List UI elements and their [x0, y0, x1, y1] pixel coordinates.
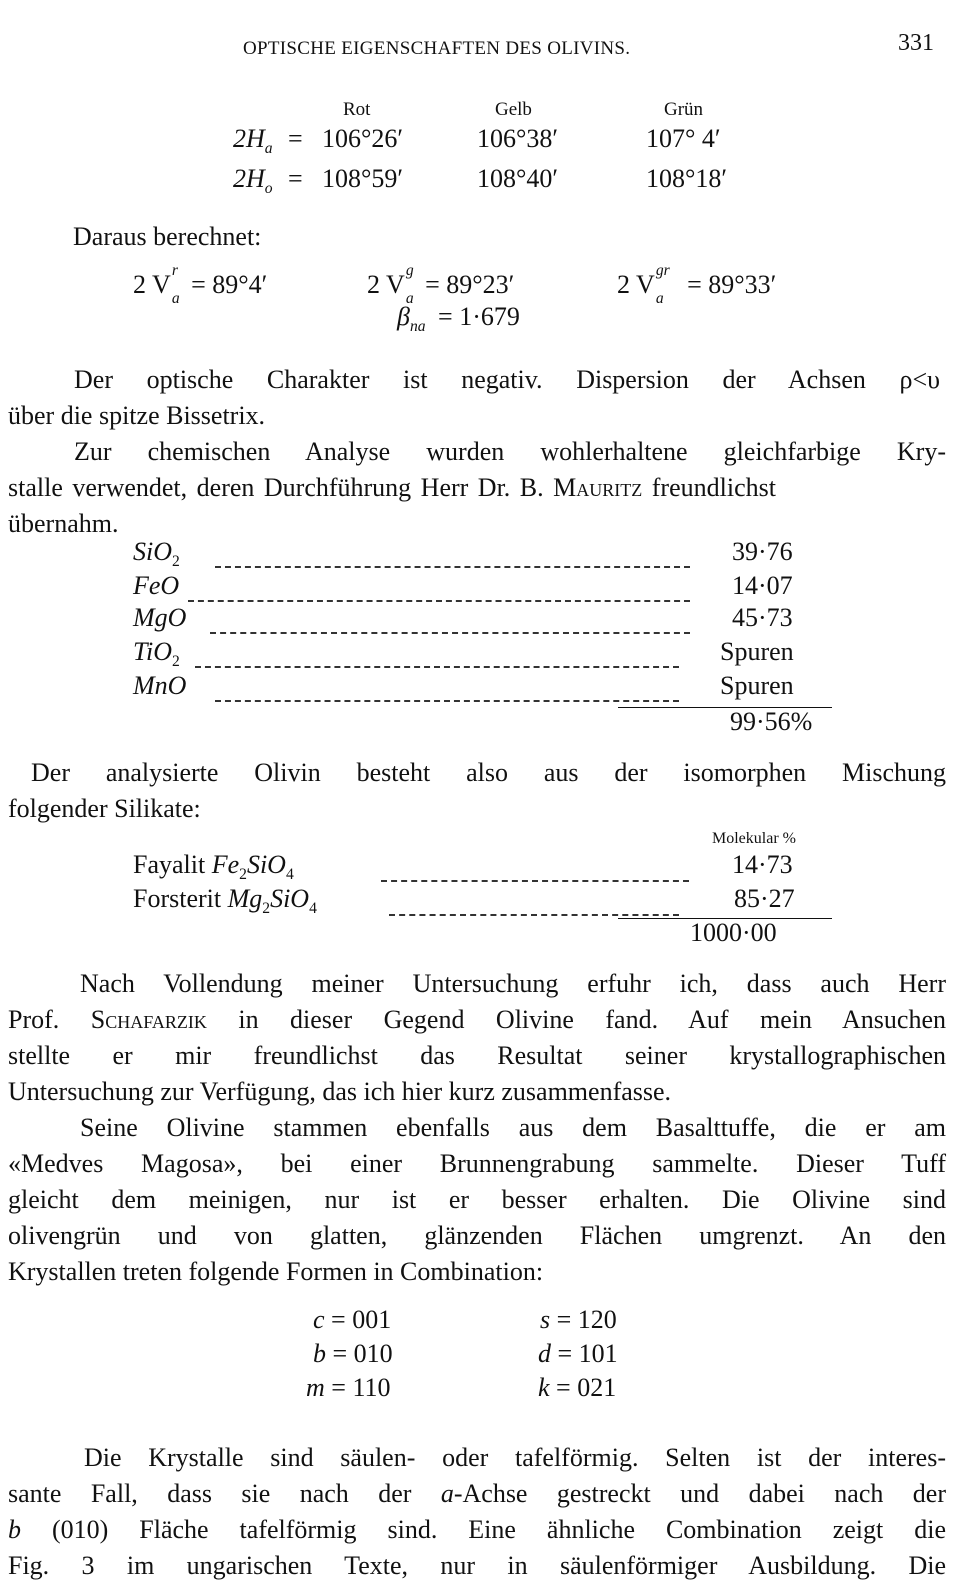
- text-line: [8, 1002, 946, 1038]
- text-line: Der analysierte Olivin besteht also aus der isomorphen Mischung: [31, 758, 946, 787]
- molekular-header: Molekular %: [712, 830, 796, 847]
- beta-sub: na: [409, 318, 426, 336]
- silicate-value: 14·73: [732, 850, 793, 879]
- text-line: Seine Olivine stammen ebenfalls aus dem Basalttuffe, die er am: [80, 1113, 946, 1142]
- analysis-formula: [133, 603, 186, 637]
- leader-dots: [210, 632, 690, 634]
- leader-dots: [215, 566, 690, 568]
- v-gr-formula: [617, 262, 777, 308]
- form-row: [306, 1373, 390, 1403]
- angle-label: 2H: [233, 164, 265, 193]
- text-line: Nach Vollendung meiner Untersuchung erfuhr ich, dass auch Herr: [80, 969, 946, 998]
- analysis-value: 14·07: [732, 571, 793, 600]
- text-fragment: freundlichst: [642, 473, 776, 502]
- paragraph-olivine: [8, 1110, 946, 1290]
- formula-text: SiO: [270, 884, 310, 913]
- form-row: [313, 1339, 393, 1369]
- paragraph-optics: [74, 362, 940, 398]
- formula-sub: 4: [309, 900, 317, 918]
- silicate-total: 1000·00: [690, 918, 777, 947]
- v-sym: 2 V: [367, 270, 405, 299]
- analysis-total: 99·56%: [730, 707, 813, 736]
- text-line: stellte er mir freundlichst das Resultat seiner krystallographischen: [8, 1041, 946, 1070]
- text-line: Untersuchung zur Verfügung, das ich hier kurz zusammenfasse.: [8, 1077, 672, 1106]
- text-line: folgender Silikate:: [8, 794, 201, 823]
- analysis-value: Spuren: [720, 671, 794, 700]
- beta-formula: [397, 302, 520, 336]
- v-eq: = 89°4′: [191, 270, 268, 299]
- text-line: «Medves Magosa», bei einer Brunnengrabung sammelte. Dieser Tuff: [8, 1149, 946, 1178]
- form-row: [313, 1305, 391, 1335]
- form-symbol: d: [538, 1339, 551, 1368]
- silicate-value: 85·27: [734, 884, 795, 913]
- text-fragment: -Achse gestreckt und dabei nach der: [453, 1479, 947, 1508]
- running-title: OPTISCHE EIGENSCHAFTEN DES OLIVINS.: [243, 38, 631, 59]
- angle-value: 108°40′: [477, 164, 559, 193]
- text-line: über die spitze Bissetrix.: [8, 401, 266, 430]
- formula-text: MgO: [133, 603, 187, 632]
- angle-value: 108°59′: [322, 164, 404, 193]
- page-number: 331: [898, 30, 934, 56]
- leader-dots: [195, 666, 679, 668]
- v-eq: = 89°33′: [687, 270, 777, 299]
- angle-row-2ha: [233, 124, 273, 158]
- text-line: gleicht dem meinigen, nur ist er besser erhalten. Die Olivine sind: [8, 1185, 946, 1214]
- angle-eq: =: [288, 124, 303, 153]
- text-fragment: Prof.: [8, 1005, 91, 1034]
- form-symbol: b: [313, 1339, 326, 1368]
- formula-text: TiO: [133, 637, 173, 666]
- form-index: = 101: [557, 1339, 618, 1368]
- text-line: [8, 1476, 946, 1512]
- form-index: = 110: [331, 1373, 391, 1402]
- text-line: Krystallen treten folgende Formen in Combination:: [8, 1257, 544, 1286]
- form-index: = 010: [332, 1339, 393, 1368]
- analysis-value: Spuren: [720, 637, 794, 666]
- analysis-formula: [133, 571, 179, 605]
- analysis-formula: [133, 671, 186, 705]
- text-fragment: in dieser Gegend Olivine fand. Auf mein Ansuchen: [206, 1005, 946, 1034]
- paragraph-crystals: [8, 1440, 946, 1584]
- paragraph-silicates: [8, 755, 946, 827]
- text-line: übernahm.: [8, 509, 119, 538]
- paragraph-analysis: [8, 434, 946, 542]
- formula-text: SiO: [133, 537, 172, 566]
- formula-text: Fe: [211, 850, 240, 879]
- formula-text: MnO: [133, 671, 187, 700]
- angle-row-2ho: [233, 164, 273, 198]
- text-line: [8, 470, 946, 506]
- form-symbol: s: [540, 1305, 551, 1334]
- angle-sub: o: [264, 180, 273, 198]
- form-symbol: c: [313, 1305, 325, 1334]
- text-line: olivengrün und von glatten, glänzenden Flächen umgrenzt. An den: [8, 1221, 946, 1250]
- v-sub: a: [655, 290, 664, 308]
- v-sup: gr: [655, 262, 670, 279]
- formula-sub: 2: [172, 553, 180, 571]
- v-r-formula: [133, 262, 268, 308]
- analysis-formula: [133, 537, 180, 571]
- v-sup: g: [405, 262, 414, 279]
- col-header-gruen: Grün: [664, 99, 704, 120]
- angle-label: 2H: [233, 124, 265, 153]
- angle-value: 107° 4′: [646, 124, 721, 153]
- text-fragment: stalle verwendet, deren Durchführung Herr Dr. B.: [8, 473, 554, 502]
- silicate-row-forsterit: [133, 884, 317, 918]
- beta-eq: = 1·679: [438, 302, 520, 331]
- formula-sub: 2: [262, 900, 271, 918]
- angle-value: 106°26′: [322, 124, 404, 153]
- v-eq: = 89°23′: [425, 270, 515, 299]
- paragraph-schafarzik: [8, 966, 946, 1110]
- text-fragment: (010) Fläche tafelförmig sind. Eine ähnliche Combination zeigt die: [21, 1515, 946, 1544]
- formula-text: SiO: [246, 850, 286, 879]
- leader-dots: [389, 914, 679, 916]
- form-index: = 120: [556, 1305, 617, 1334]
- silicate-name: Forsterit: [133, 884, 222, 913]
- text-line: [8, 1512, 946, 1548]
- form-symbol: k: [538, 1373, 550, 1402]
- form-symbol: m: [306, 1373, 325, 1402]
- analysis-formula: [133, 637, 180, 671]
- col-header-gelb: Gelb: [495, 99, 532, 120]
- paragraph-optics-cont: [8, 398, 946, 434]
- v-sub: a: [405, 290, 414, 308]
- col-header-rot: Rot: [343, 99, 371, 120]
- text-fragment: sante Fall, dass sie nach der: [8, 1479, 441, 1508]
- v-sym: 2 V: [133, 270, 171, 299]
- axis-symbol: a: [440, 1479, 454, 1508]
- angle-eq: =: [288, 164, 303, 193]
- leader-dots: [188, 600, 690, 602]
- v-sup: r: [171, 262, 178, 279]
- beta-sym: β: [397, 302, 410, 331]
- form-index: = 021: [556, 1373, 617, 1402]
- face-symbol: b: [8, 1515, 21, 1544]
- person-name: Schafarzik: [90, 1005, 207, 1034]
- form-index: = 001: [331, 1305, 392, 1334]
- v-sub: a: [171, 290, 180, 308]
- person-name: Mauritz: [553, 473, 643, 502]
- silicate-name: Fayalit: [133, 850, 206, 879]
- derived-intro: Daraus berechnet:: [73, 222, 262, 251]
- formula-sub: 2: [172, 653, 180, 671]
- analysis-value: 45·73: [732, 603, 793, 632]
- angle-value: 106°38′: [477, 124, 559, 153]
- leader-dots: [381, 880, 689, 882]
- text-line: Zur chemischen Analyse wurden wohlerhaltene gleichfarbige Kry-: [74, 437, 946, 466]
- angle-sub: a: [264, 140, 273, 158]
- leader-dots: [215, 700, 679, 702]
- form-row: [538, 1339, 618, 1369]
- silicate-row-fayalit: [133, 850, 294, 884]
- form-row: [538, 1373, 616, 1403]
- formula-sub: 2: [239, 866, 247, 884]
- v-g-formula: [367, 262, 515, 308]
- analysis-value: 39·76: [732, 537, 793, 566]
- v-sym: 2 V: [617, 270, 655, 299]
- text-line: Der optische Charakter ist negativ. Dispersion der Achsen ρ<υ: [74, 365, 940, 394]
- text-line: Die Krystalle sind säulen- oder tafelförmig. Selten ist der interes-: [84, 1443, 946, 1472]
- formula-sub: 4: [285, 866, 294, 884]
- formula-text: Mg: [227, 884, 263, 913]
- formula-text: FeO: [133, 571, 180, 600]
- form-row: [540, 1305, 617, 1335]
- angle-value: 108°18′: [646, 164, 728, 193]
- text-line: Fig. 3 im ungarischen Texte, nur in säulenförmiger Ausbildung. Die: [8, 1551, 946, 1580]
